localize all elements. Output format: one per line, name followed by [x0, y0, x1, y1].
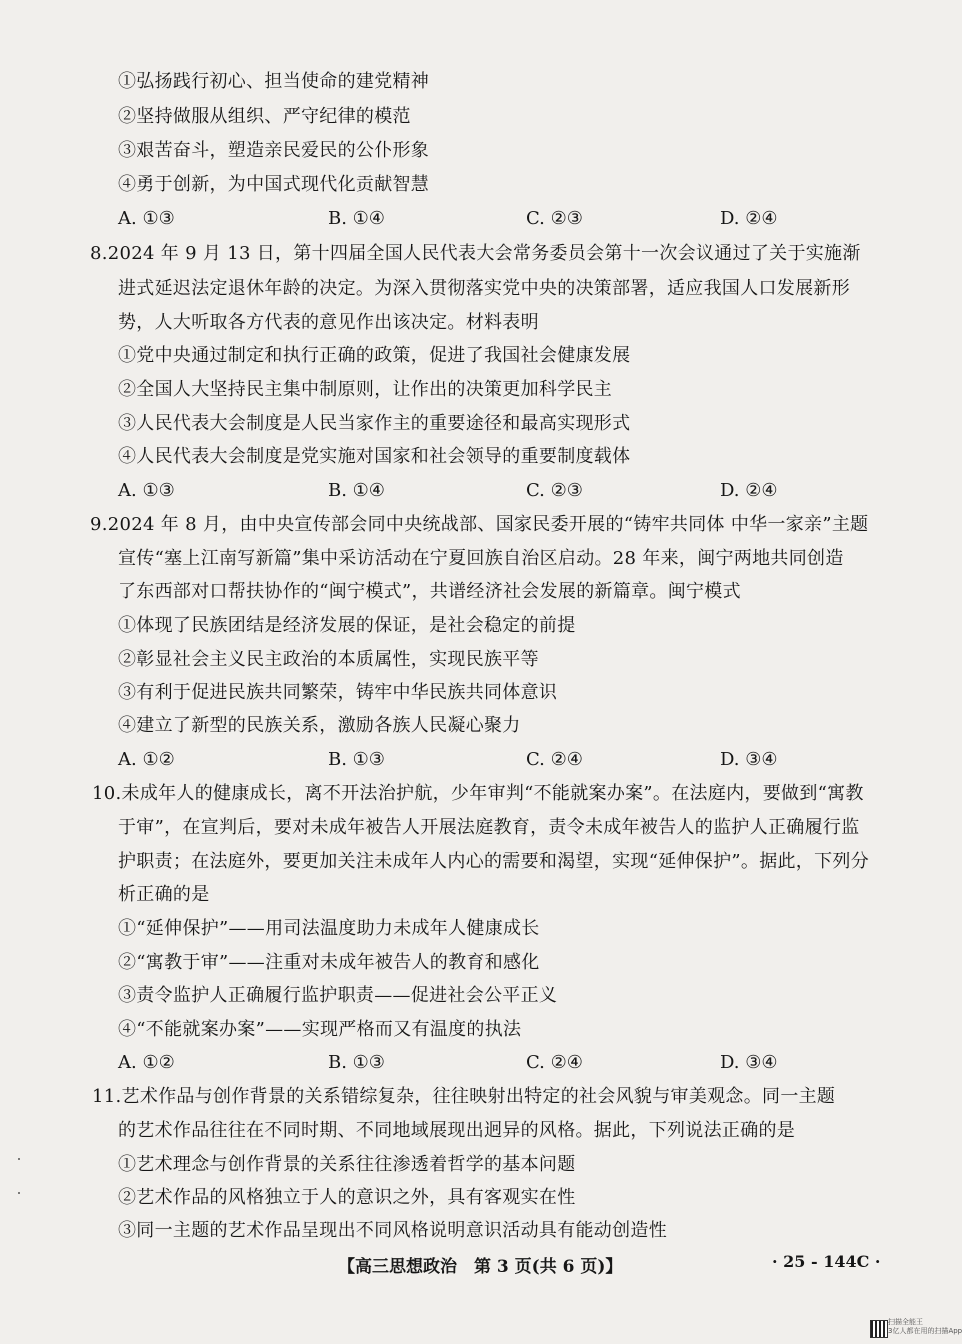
q8-item-3: ③人民代表大会制度是人民当家作主的重要途径和最高实现形式: [118, 413, 631, 434]
q7-option-a[interactable]: A. ①③: [118, 208, 175, 229]
scanner-label: 扫描全能王: [888, 1318, 923, 1326]
q9-item-2: ②彰显社会主义民主政治的本质属性，实现民族平等: [118, 649, 539, 670]
q10-item-4: ④“不能就案办案”——实现严格而又有温度的执法: [118, 1019, 522, 1040]
q10-item-3: ③责令监护人正确履行监护职责——促进社会公平正义: [118, 985, 558, 1006]
q7-option-c[interactable]: C. ②③: [526, 208, 583, 229]
q10-option-c[interactable]: C. ②④: [526, 1052, 583, 1073]
q9-option-c[interactable]: C. ②④: [526, 749, 583, 770]
q9-item-3: ③有利于促进民族共同繁荣，铸牢中华民族共同体意识: [118, 682, 558, 703]
q11-item-2: ②艺术作品的风格独立于人的意识之外，具有客观实在性: [118, 1187, 576, 1208]
q7-option-b[interactable]: B. ①④: [328, 208, 385, 229]
q10-stem-line-1: 10.未成年人的健康成长，离不开法治护航，少年审判“不能就案办案”。在法庭内，要做到“寓教: [92, 783, 864, 804]
q9-option-d[interactable]: D. ③④: [720, 749, 778, 770]
q10-option-a[interactable]: A. ①②: [118, 1052, 175, 1073]
q9-option-b[interactable]: B. ①③: [328, 749, 385, 770]
scanner-watermark: [888, 1318, 962, 1336]
scanner-tagline: 3亿人都在用的扫描App: [888, 1327, 962, 1335]
q9-stem-line-1: 9.2024 年 8 月，由中央宣传部会同中央统战部、国家民委开展的“铸牢共同体 中华一家亲”主题: [90, 514, 869, 535]
q10-stem-line-2: 于审”，在宣判后，要对未成年被告人开展法庭教育，责令未成年被告人的监护人正确履行监: [118, 817, 860, 838]
q11-stem-line-1: 11.艺术作品与创作背景的关系错综复杂，往往映射出特定的社会风貌与审美观念。同一主题: [92, 1086, 836, 1107]
q7-item-1: ①弘扬践行初心、担当使命的建党精神: [118, 71, 430, 92]
scan-speck: [18, 1192, 20, 1194]
q8-option-d[interactable]: D. ②④: [720, 480, 778, 501]
q7-item-2: ②坚持做服从组织、严守纪律的模范: [118, 106, 411, 127]
q8-stem-line-1: 8.2024 年 9 月 13 日，第十四届全国人民代表大会常务委员会第十一次会议通过了关于实施渐: [90, 243, 861, 264]
q11-stem-line-2: 的艺术作品往往在不同时期、不同地域展现出迥异的风格。据此，下列说法正确的是: [118, 1120, 796, 1141]
q10-option-b[interactable]: B. ①③: [328, 1052, 385, 1073]
q10-stem-line-3: 护职责；在法庭外，要更加关注未成年人内心的需要和渴望，实现“延伸保护”。据此，下列分: [118, 851, 869, 872]
q10-option-d[interactable]: D. ③④: [720, 1052, 778, 1073]
q11-item-1: ①艺术理念与创作背景的关系往往渗透着哲学的基本问题: [118, 1154, 576, 1175]
q9-stem-line-3: 了东西部对口帮扶协作的“闽宁模式”，共谱经济社会发展的新篇章。闽宁模式: [118, 581, 741, 602]
q9-item-4: ④建立了新型的民族关系，激励各族人民凝心聚力: [118, 715, 521, 736]
q8-item-2: ②全国人大坚持民主集中制原则，让作出的决策更加科学民主: [118, 379, 613, 400]
q9-stem-line-2: 宣传“塞上江南写新篇”集中采访活动在宁夏回族自治区启动。28 年来，闽宁两地共同创造: [118, 548, 844, 569]
q11-item-3: ③同一主题的艺术作品呈现出不同风格说明意识活动具有能动创造性: [118, 1220, 667, 1241]
q7-options: [118, 207, 818, 231]
q8-option-c[interactable]: C. ②③: [526, 480, 583, 501]
q8-stem-line-2: 进式延迟法定退休年龄的决定。为深入贯彻落实党中央的决策部署，适应我国人口发展新形: [118, 278, 850, 299]
q10-options: [118, 1051, 818, 1075]
q8-item-4: ④人民代表大会制度是党实施对国家和社会领导的重要制度载体: [118, 446, 631, 467]
qr-code-icon: [870, 1320, 888, 1338]
q10-item-2: ②“寓教于审”——注重对未成年被告人的教育和感化: [118, 952, 540, 973]
q8-option-b[interactable]: B. ①④: [328, 480, 385, 501]
q8-stem-line-3: 势，人大听取各方代表的意见作出该决定。材料表明: [118, 312, 539, 333]
scan-speck: [18, 1158, 20, 1160]
q9-options: [118, 748, 818, 772]
page-footer-title: 【高三思想政治 第 3 页(共 6 页)】: [338, 1257, 623, 1277]
q9-item-1: ①体现了民族团结是经济发展的保证，是社会稳定的前提: [118, 615, 576, 636]
q8-item-1: ①党中央通过制定和执行正确的政策，促进了我国社会健康发展: [118, 345, 631, 366]
q8-options: [118, 479, 818, 503]
q7-item-4: ④勇于创新，为中国式现代化贡献智慧: [118, 174, 430, 195]
paper-code: · 25 - 144C ·: [772, 1252, 881, 1271]
q7-option-d[interactable]: D. ②④: [720, 208, 778, 229]
q10-item-1: ①“延伸保护”——用司法温度助力未成年人健康成长: [118, 918, 540, 939]
q8-option-a[interactable]: A. ①③: [118, 480, 175, 501]
q10-stem-line-4: 析正确的是: [118, 884, 210, 905]
q7-item-3: ③艰苦奋斗，塑造亲民爱民的公仆形象: [118, 140, 430, 161]
q9-option-a[interactable]: A. ①②: [118, 749, 175, 770]
